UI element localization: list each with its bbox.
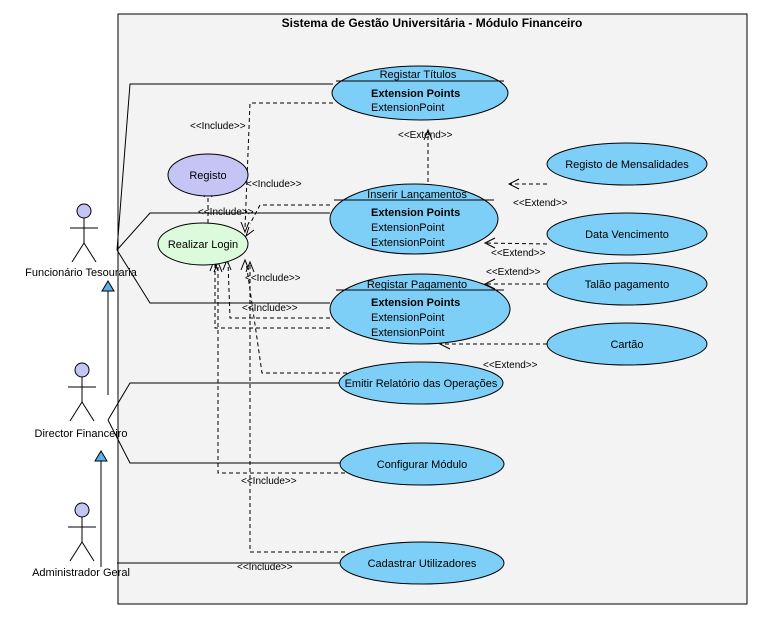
- include-label: <<Include>>: [237, 562, 293, 573]
- system-title: Sistema de Gestão Universitária - Módulo Financeiro: [281, 16, 583, 30]
- usecase-name: Cadastrar Utilizadores: [367, 558, 477, 570]
- include-label: <<Include>>: [245, 273, 301, 284]
- extension-point: ExtensionPoint: [371, 102, 445, 114]
- usecase-registar-pagamento[interactable]: [330, 274, 510, 344]
- extend-label: <<Extend>>: [491, 248, 546, 259]
- actor-administrador-geral[interactable]: [32, 503, 130, 579]
- usecase-talao-pagamento[interactable]: [547, 263, 707, 305]
- include-label: <<Include>>: [246, 179, 302, 190]
- include-label: <<Include>>: [242, 303, 298, 314]
- usecase-cartao[interactable]: [547, 323, 707, 365]
- usecase-configurar-modulo[interactable]: [340, 443, 504, 485]
- include-label: <<Include>>: [241, 476, 297, 487]
- usecase-name: Configurar Módulo: [376, 459, 468, 471]
- extend-label: <<Extend>>: [398, 130, 453, 141]
- usecase-data-vencimento[interactable]: [547, 213, 707, 255]
- actor-head-icon: [77, 204, 91, 218]
- actor-label: Administrador Geral: [32, 567, 130, 579]
- extend-label: <<Extend>>: [486, 267, 541, 278]
- actor-label: Director Financeiro: [34, 428, 128, 440]
- generalization-arrowhead: [95, 451, 107, 461]
- usecase-registo-mensalidades[interactable]: [547, 143, 707, 185]
- extend-label: <<Extend>>: [483, 360, 538, 371]
- actor-director-financeiro[interactable]: [35, 363, 128, 440]
- include-label: <<Include>>: [190, 121, 246, 132]
- extension-points-header: Extension Points: [371, 297, 461, 309]
- extension-point: ExtensionPoint: [371, 237, 445, 249]
- extension-point: ExtensionPoint: [371, 312, 445, 324]
- extend-label: <<Extend>>: [513, 198, 568, 209]
- extension-points-header: Extension Points: [371, 207, 461, 219]
- usecase-name: Inserir Lançamentos: [367, 189, 467, 201]
- actor-label: Funcionário Tesouraria: [25, 267, 137, 279]
- extension-points-header: Extension Points: [371, 88, 461, 100]
- generalization-arrowhead: [102, 281, 114, 291]
- extension-point: ExtensionPoint: [371, 222, 445, 234]
- usecase-name: Registar Títulos: [379, 69, 457, 81]
- usecase-name: Realizar Login: [167, 239, 239, 251]
- usecase-name: Registo de Mensalidades: [565, 159, 689, 171]
- usecase-registar-titulos[interactable]: [332, 66, 508, 120]
- actor-head-icon: [75, 503, 89, 517]
- actor-head-icon: [75, 363, 89, 377]
- usecase-name: Talão pagamento: [584, 279, 670, 291]
- usecase-name: Emitir Relatório das Operações: [344, 378, 498, 390]
- usecase-name: Data Vencimento: [585, 229, 669, 241]
- extension-point: ExtensionPoint: [371, 327, 445, 339]
- usecase-name: Registar Pagamento: [366, 279, 468, 291]
- usecase-registo[interactable]: [168, 154, 248, 196]
- usecase-inserir-lancamentos[interactable]: [330, 184, 498, 254]
- include-label: <<Include>>: [198, 207, 254, 218]
- usecase-name: Cartão: [610, 339, 644, 351]
- usecase-emitir-relatorio[interactable]: [339, 362, 503, 404]
- usecase-realizar-login[interactable]: [158, 223, 248, 265]
- usecase-cadastrar-utilizadores[interactable]: [340, 542, 504, 584]
- usecase-name: Registo: [189, 170, 227, 182]
